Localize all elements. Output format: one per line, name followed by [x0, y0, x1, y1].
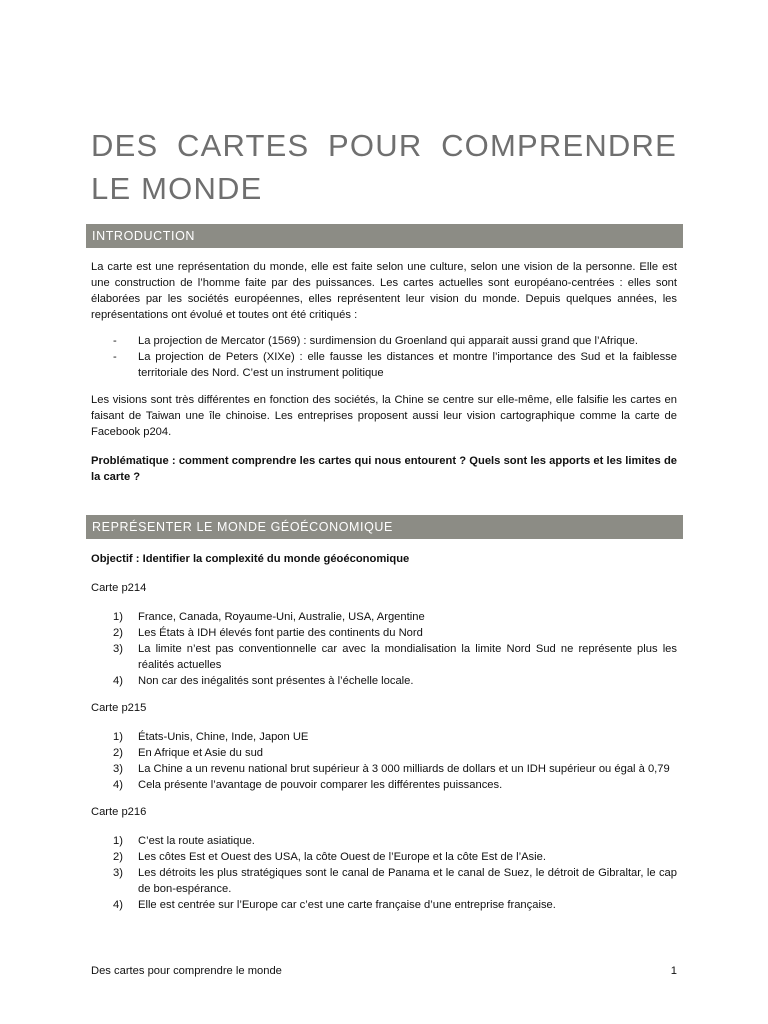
list-item — [91, 625, 677, 641]
list-item — [91, 833, 677, 849]
geoeconomique-content — [91, 551, 677, 913]
intro-paragraph-2: Les visions sont très différentes en fonction des sociétés, la Chine se centre sur elle-même, elle falsifie les cartes en faisant de Taiwan une île chinoise. Les entreprises proposent aussi leur vision cartographique comme la carte de Facebook p204. — [91, 394, 677, 438]
carte-label-p214: Carte p214 — [91, 582, 147, 594]
list-item-text: La projection de Mercator (1569) : surdimension du Groenland qui apparait aussi grand que l’Afrique. — [138, 335, 639, 347]
list-item-text: Les détroits les plus stratégiques sont le canal de Panama et le canal de Suez, le détroit de Gibraltar, le cap de bon-espérance. — [138, 867, 677, 895]
section-header-geoeconomique: REPRÉSENTER LE MONDE GÉOÉCONOMIQUE — [86, 515, 683, 539]
list-item-text: France, Canada, Royaume-Uni, Australie, USA, Argentine — [138, 611, 425, 623]
list-number: 2) — [113, 851, 123, 863]
page-number: 1 — [670, 965, 677, 977]
carte-label-p215: Carte p215 — [91, 702, 147, 714]
objectif: Objectif : Identifier la complexité du monde géoéconomique — [91, 553, 410, 565]
carte-p214-list — [91, 609, 677, 689]
list-item — [91, 897, 677, 913]
list-number: 1) — [113, 611, 123, 623]
list-item-text: Elle est centrée sur l’Europe car c’est une carte française d’une entreprise française. — [138, 899, 556, 911]
list-dash: - — [113, 335, 117, 347]
list-number: 4) — [113, 675, 123, 687]
list-item — [91, 333, 677, 349]
intro-paragraph-1: La carte est une représentation du monde, elle est faite selon une culture, selon une vision de la personne. Elle est une construction de l’homme faite par des puissances. Les cartes actuelles sont européano-centrées : elles sont élaborées par les sociétés européennes, elles représentent leur vision du monde. Depuis quelques années, les représentations ont évolué et toutes ont été critiqués : — [91, 261, 677, 321]
list-item — [91, 609, 677, 625]
list-item — [91, 849, 677, 865]
carte-label-p216: Carte p216 — [91, 806, 147, 818]
list-number: 1) — [113, 731, 123, 743]
list-item-text: Les États à IDH élevés font partie des continents du Nord — [138, 627, 423, 639]
list-item — [91, 777, 677, 793]
list-number: 3) — [113, 643, 123, 655]
list-item — [91, 865, 677, 897]
list-dash: - — [113, 351, 117, 363]
list-item — [91, 673, 677, 689]
carte-p215-list — [91, 729, 677, 793]
introduction-content — [91, 259, 677, 485]
list-number: 3) — [113, 867, 123, 879]
list-item-text: En Afrique et Asie du sud — [138, 747, 264, 759]
list-item-text: La Chine a un revenu national brut supérieur à 3 000 milliards de dollars et un IDH supérieur ou égal à 0,79 — [138, 763, 670, 775]
footer-title: Des cartes pour comprendre le monde — [91, 965, 282, 977]
carte-p216-list — [91, 833, 677, 913]
list-item — [91, 641, 677, 673]
problematique: Problématique : comment comprendre les cartes qui nous entourent ? Quels sont les apports et les limites de la carte ? — [91, 455, 677, 483]
list-item — [91, 349, 677, 381]
list-item — [91, 761, 677, 777]
list-item-text: C’est la route asiatique. — [138, 835, 255, 847]
list-number: 3) — [113, 763, 123, 775]
list-number: 2) — [113, 747, 123, 759]
list-number: 1) — [113, 835, 123, 847]
list-item-text: La projection de Peters (XIXe) : elle fausse les distances et montre l’importance des Sud et la faiblesse territoriale des Nord. C’est un instrument politique — [138, 351, 677, 379]
list-number: 4) — [113, 779, 123, 791]
list-item-text: Non car des inégalités sont présentes à l’échelle locale. — [138, 675, 414, 687]
projection-list — [91, 333, 677, 381]
list-item-text: Les côtes Est et Ouest des USA, la côte Ouest de l’Europe et la côte Est de l’Asie. — [138, 851, 546, 863]
list-number: 2) — [113, 627, 123, 639]
list-number: 4) — [113, 899, 123, 911]
section-header-introduction: INTRODUCTION — [86, 224, 683, 248]
list-item-text: La limite n’est pas conventionnelle car avec la mondialisation la limite Nord Sud ne représente plus les réalités actuelles — [138, 643, 677, 671]
list-item-text: Cela présente l’avantage de pouvoir comparer les différentes puissances. — [138, 779, 503, 791]
list-item — [91, 745, 677, 761]
list-item-text: États-Unis, Chine, Inde, Japon UE — [138, 731, 309, 743]
list-item — [91, 729, 677, 745]
page-title: DES CARTES POUR COMPRENDRE LE MONDE — [91, 128, 677, 206]
